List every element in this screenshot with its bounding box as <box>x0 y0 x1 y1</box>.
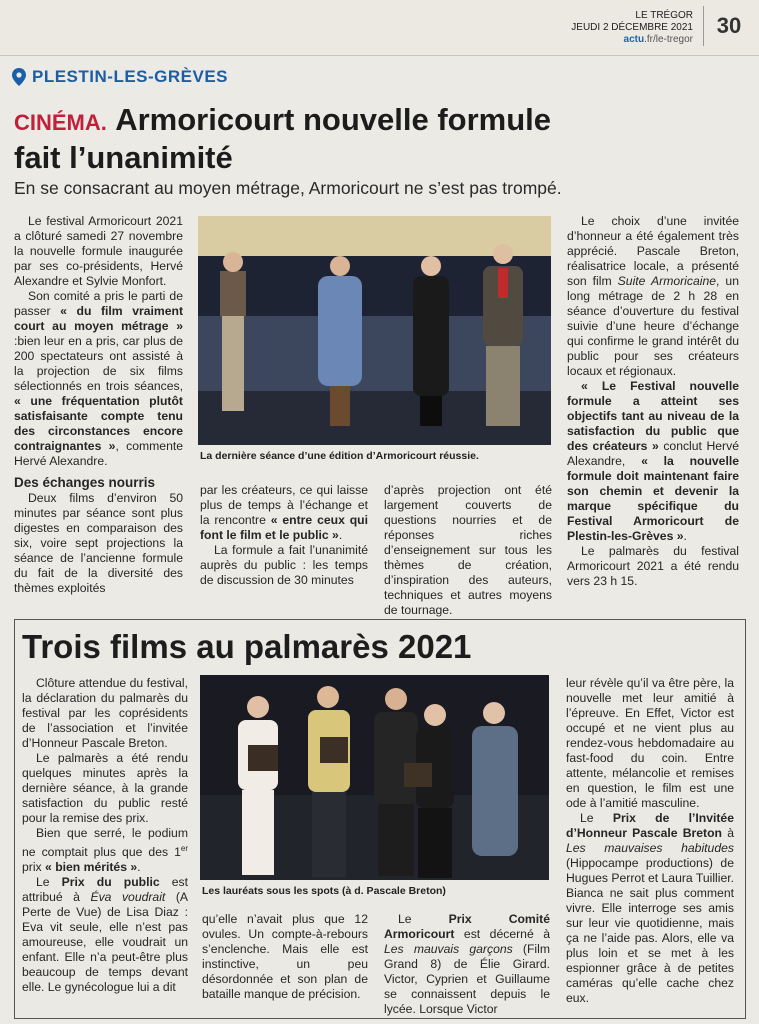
prize-name: Prix de l’Invitée d’Honneur Pascale Breton <box>566 811 734 840</box>
paragraph <box>22 826 188 875</box>
article2-title: Trois films au palmarès 2021 <box>22 628 472 665</box>
article2-column-3 <box>384 912 550 1017</box>
text-run: (A Perte de Vue) de Lisa Diaz : Eva vit seule, elle n’est pas amoureuse, elle voudrait un enfant. Elle n’a peut-être plus beaucoup de temps devant elle. Le gynécologue lui a dit <box>22 890 189 995</box>
paragraph: La formule a fait l’unanimité auprès du public : les temps de discussion de 30 minutes <box>200 543 368 587</box>
text-run: . <box>683 529 687 543</box>
article1-column-2 <box>200 483 368 588</box>
text-run: Bien que serré, le podium ne comptait plus que des 1 <box>22 826 188 860</box>
quote: « du film vraiment court au moyen métrage » <box>14 304 184 333</box>
article2-column-1 <box>22 676 188 995</box>
location-label: PLESTIN-LES-GRÈVES <box>32 67 229 86</box>
quote: « la nouvelle formule doit maintenant faire son chemin et devenir la marque spécifique du Festival Armoricourt de Plestin-les-Grèves » <box>567 454 740 543</box>
text-run: Le <box>580 811 613 825</box>
paragraph: qu’elle n’avait plus que 12 ovules. Un compte-à-rebours s’enclenche. Mais elle est instinctive, un peu désordonnée et son plan de bataille manque de précision. <box>202 912 368 1001</box>
text-run: :bien leur en a pris, car plus de 200 spectateurs ont assisté à la projection de six films sélectionnés en trois séances, <box>14 334 183 393</box>
article-title <box>14 102 704 176</box>
publication-info <box>571 10 693 46</box>
quote: « une fréquentation plutôt satisfaisante compte tenu des circonstances encore contraignantes » <box>14 394 183 453</box>
paragraph <box>22 875 188 995</box>
website-main: actu <box>623 34 645 45</box>
article1-column-1 <box>14 214 183 596</box>
article1-column-3 <box>384 483 552 618</box>
text-run: à <box>722 826 734 840</box>
text-run: , commente Hervé Alexandre. <box>14 439 184 468</box>
paragraph <box>566 811 734 1006</box>
film-title: Suite Armoricaine <box>617 274 717 288</box>
text-run: Le choix d’une invitée d’honneur a été également très apprécié. Pascale Breton, réalisatrice locale, a présenté son film <box>567 214 739 288</box>
map-pin-icon <box>12 68 26 86</box>
page-number: 30 <box>703 6 754 46</box>
text-run: (Film Grand 8) de Élie Girard. Victor, Cyprien et Guillaume se connaissent depuis le lycée. Lorsque Victor <box>384 942 550 1016</box>
text-run: , un long métrage de 2 h 28 en séance d’ouverture du festival suivie d’une heure d’échange qui confirme le grand intérêt du public pour ses créateurs locaux et régionaux. <box>567 274 739 378</box>
text-run: est décerné à <box>454 927 550 941</box>
stage-illustration <box>198 216 551 445</box>
paragraph: Clôture attendue du festival, la déclaration du palmarès du festival par les coprésidents de l’association et l’invitée d’Honneur Pascale Breton. <box>22 676 188 750</box>
text-run: par les créateurs, ce qui laisse plus de temps à l’échange et la rencontre <box>200 483 368 527</box>
paragraph <box>567 379 739 544</box>
paragraph <box>14 289 183 469</box>
paragraph <box>200 483 368 543</box>
photo-caption: La dernière séance d’une édition d’Armoricourt réussie. <box>200 450 479 462</box>
text-run: est attribué à <box>22 875 188 905</box>
article-lede: En se consacrant au moyen métrage, Armoricourt ne s’est pas trompé. <box>14 178 562 198</box>
prize-name: Prix Comité Armoricourt <box>384 912 550 941</box>
photo-caption: Les lauréats sous les spots (à d. Pascale Breton) <box>202 885 446 897</box>
article2-column-2 <box>202 912 368 1002</box>
laureates-illustration <box>200 675 549 880</box>
paragraph: d’après projection ont été largement couverts de questions nourries et de réponses riches d’enseignement sur tous les thèmes de création, d’inspiration des auteurs, techniques et autres moyens de tournage. <box>384 483 552 617</box>
film-title: Les mauvaises habitudes <box>566 841 734 855</box>
publication-date: JEUDI 2 DÉCEMBRE 2021 <box>571 22 693 33</box>
text-run: Le <box>36 875 62 890</box>
laureates-photo <box>200 675 549 880</box>
publication-name: LE TRÉGOR <box>635 10 693 21</box>
title-line-1: Armoricourt nouvelle formule <box>115 102 552 137</box>
website-link[interactable] <box>571 34 693 46</box>
prize-name: Prix du public <box>61 875 160 890</box>
title-line-2: fait l’unanimité <box>14 140 233 175</box>
quote: « Le Festival nouvelle formule a atteint ses objectifs tant au niveau de la satisfaction du public que des créateurs » <box>567 379 739 453</box>
quote: « bien mérités » <box>45 860 138 875</box>
text-run: prix <box>22 860 46 875</box>
paragraph: leur révèle qu’il va être père, la nouvelle met leur amitié à l’épreuve. En Effet, Victor est occupé et ne vient plus au rendez-vous hebdomadaire au fast-food du coin. Entre attente, mélancolie et remises en question, le film est une ode à l’amitié masculine. <box>566 676 734 810</box>
text-run: . <box>338 528 343 542</box>
article2-column-4 <box>566 676 734 1006</box>
article-kicker: CINÉMA. <box>14 110 107 135</box>
film-title: Éva voudrait <box>90 890 166 905</box>
superscript: er <box>180 844 188 853</box>
text-run: (Hippocampe productions) de Hugues Perrot et Laura Tuillier. Bianca ne sait plus comment vivre. Elle interroge ses amis sur leur vie quotidienne, mais ça ne l’aide pas. Alors, elle va plus loin et se met à les espionner grâce à de petites caméras qu’elle cache chez eux. <box>566 856 735 1005</box>
text-run: conclut Hervé Alexandre, <box>567 439 739 468</box>
paragraph: Deux films d’environ 50 minutes par séance sont plus digestes en comparaison des six, voire sept projections la séance de l’ancienne formule du fait de la diversité des thèmes exploités <box>14 491 183 595</box>
article1-column-4 <box>567 214 739 589</box>
subheading: Des échanges nourris <box>14 475 156 490</box>
paragraph <box>567 214 739 379</box>
festival-stage-photo <box>198 216 551 445</box>
text-run: . <box>137 860 141 875</box>
paragraph <box>384 912 550 1017</box>
text-run: Le <box>398 912 449 926</box>
location-tag <box>12 67 228 87</box>
text-run: Son comité a pris le parti de passer <box>14 289 183 318</box>
quote: « entre ceux qui font le film et le public » <box>200 513 368 542</box>
film-title: Les mauvais garçons <box>384 942 513 956</box>
paragraph: Le palmarès du festival Armoricourt 2021 a été rendu vers 23 h 15. <box>567 544 739 588</box>
paragraph: Le palmarès a été rendu quelques minutes après la dernière séance, à la grande satisfaction du public resté pour la remise des prix. <box>22 751 188 825</box>
paragraph: Le festival Armoricourt 2021 a clôturé samedi 27 novembre la nouvelle formule inaugurée par ses co-présidents, Hervé Alexandre et Sylvie Monfort. <box>14 214 183 288</box>
website-rest: .fr/le-tregor <box>644 34 693 45</box>
